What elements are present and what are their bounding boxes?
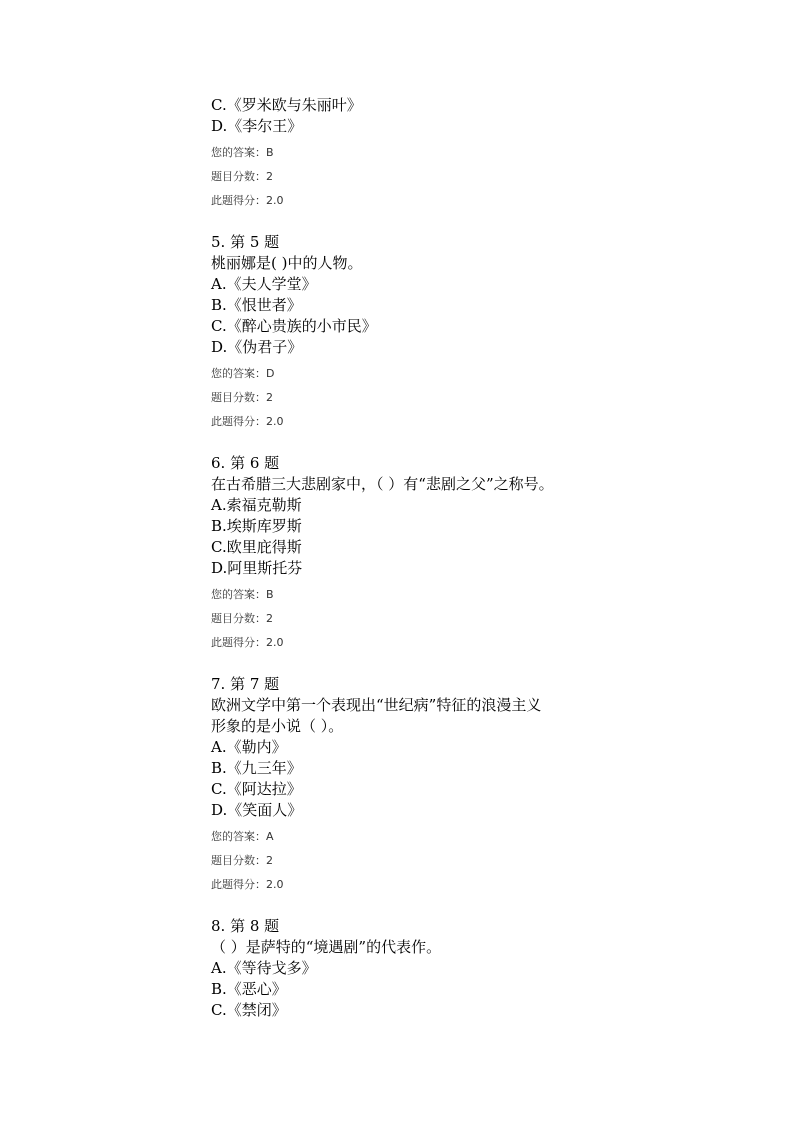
- question-4-continuation: [211, 95, 631, 213]
- option-c: C.《罗米欧与朱丽叶》: [211, 96, 362, 114]
- question-stem: 桃丽娜是( )中的人物。: [211, 254, 363, 272]
- earned-score: 此题得分：2.0: [211, 878, 284, 891]
- your-answer: 您的答案：A: [211, 830, 274, 843]
- option-d: D.《笑面人》: [211, 801, 303, 819]
- question-score: 题目分数：2: [211, 391, 273, 404]
- option-c: C.《禁闭》: [211, 1001, 287, 1019]
- option-a: A.索福克勒斯: [211, 496, 302, 514]
- option-a: A.《夫人学堂》: [211, 275, 317, 293]
- option-a: A.《等待戈多》: [211, 959, 317, 977]
- your-answer: 您的答案：B: [211, 588, 274, 601]
- question-score: 题目分数：2: [211, 612, 273, 625]
- earned-score: 此题得分：2.0: [211, 194, 284, 207]
- question-stem-line-2: 形象的是小说（ ）。: [211, 717, 344, 735]
- question-heading: 8. 第 8 题: [211, 917, 280, 935]
- option-a: A.《勒内》: [211, 738, 287, 756]
- option-b: B.埃斯库罗斯: [211, 517, 302, 535]
- question-score: 题目分数：2: [211, 854, 273, 867]
- question-stem-line-1: 欧洲文学中第一个表现出“世纪病”特征的浪漫主义: [211, 696, 542, 714]
- option-b: B.《恨世者》: [211, 296, 302, 314]
- option-c: C.《阿达拉》: [211, 780, 302, 798]
- option-d: D.《伪君子》: [211, 338, 303, 356]
- your-answer: 您的答案：B: [211, 146, 274, 159]
- question-heading: 6. 第 6 题: [211, 454, 280, 472]
- question-stem: （ ）是萨特的“境遇剧”的代表作。: [211, 938, 442, 956]
- question-stem: 在古希腊三大悲剧家中，（ ）有“悲剧之父”之称号。: [211, 475, 554, 493]
- option-c: C.《醉心贵族的小市民》: [211, 317, 377, 335]
- question-7: [211, 674, 631, 897]
- document-page: [211, 95, 631, 1021]
- option-b: B.《恶心》: [211, 980, 287, 998]
- earned-score: 此题得分：2.0: [211, 415, 284, 428]
- option-d: D.《李尔王》: [211, 117, 303, 135]
- option-b: B.《九三年》: [211, 759, 302, 777]
- question-score: 题目分数：2: [211, 170, 273, 183]
- question-5: [211, 232, 631, 434]
- option-c: C.欧里庇得斯: [211, 538, 302, 556]
- question-heading: 7. 第 7 题: [211, 675, 280, 693]
- earned-score: 此题得分：2.0: [211, 636, 284, 649]
- question-8: [211, 916, 631, 1021]
- your-answer: 您的答案：D: [211, 367, 275, 380]
- question-6: [211, 453, 631, 655]
- option-d: D.阿里斯托芬: [211, 559, 303, 577]
- question-heading: 5. 第 5 题: [211, 233, 280, 251]
